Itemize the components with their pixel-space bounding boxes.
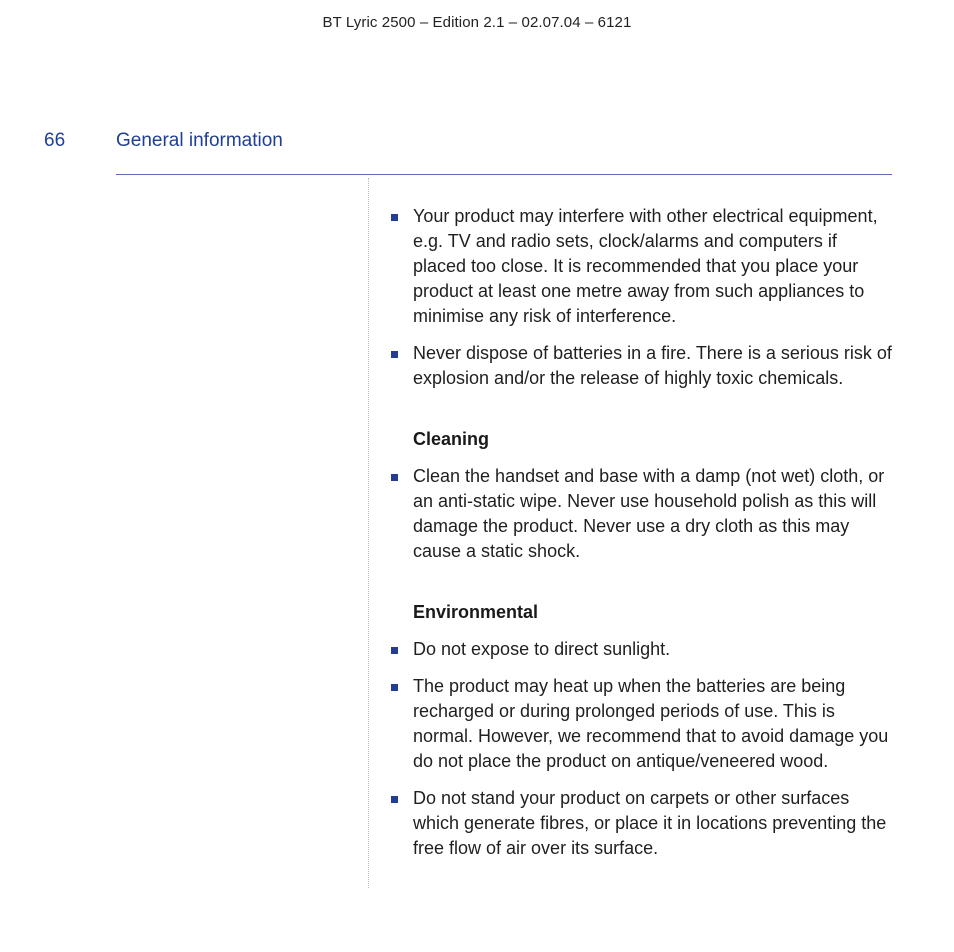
page-number: 66 [44,130,66,151]
list-item-text: Clean the handset and base with a damp (not wet) cloth, or an anti-static wipe. Never use household polish as this will damage the product. Never use a dry cloth as this may cause a static shock. [413,466,885,561]
list-item-text: Do not stand your product on carpets or other surfaces which generate fibres, or place it in locations preventing the free flow of air over its surface. [413,788,887,858]
square-bullet-icon [391,684,398,691]
square-bullet-icon [391,214,398,221]
column-divider [368,178,369,888]
list-item-text: Never dispose of batteries in a fire. There is a serious risk of explosion and/or the release of highly toxic chemicals. [413,343,892,388]
list-item-text: Your product may interfere with other electrical equipment, e.g. TV and radio sets, clock/alarms and computers if placed too close. It is recommended that you place your product at least one metre away from such appliances to minimise any risk of interference. [413,206,878,326]
list-item [389,637,894,662]
main-content [389,204,894,873]
list-item-text: Do not expose to direct sunlight. [413,639,671,659]
square-bullet-icon [391,474,398,481]
square-bullet-icon [391,647,398,654]
list-item [389,204,894,329]
running-header: BT Lyric 2500 – Edition 2.1 – 02.07.04 – 6121 [322,14,632,31]
section-title: General information [116,130,283,151]
list-item-text: The product may heat up when the batteries are being recharged or during prolonged periods of use. This is normal. However, we recommend that to avoid damage you do not place the product on antique/veneered wood. [413,676,889,771]
list-item [389,786,894,861]
header-rule [116,174,892,175]
cleaning-heading: Cleaning [413,429,490,449]
square-bullet-icon [391,351,398,358]
list-item [389,341,894,391]
environmental-heading: Environmental [413,602,539,622]
square-bullet-icon [391,796,398,803]
list-item [389,464,894,564]
list-item [389,674,894,774]
